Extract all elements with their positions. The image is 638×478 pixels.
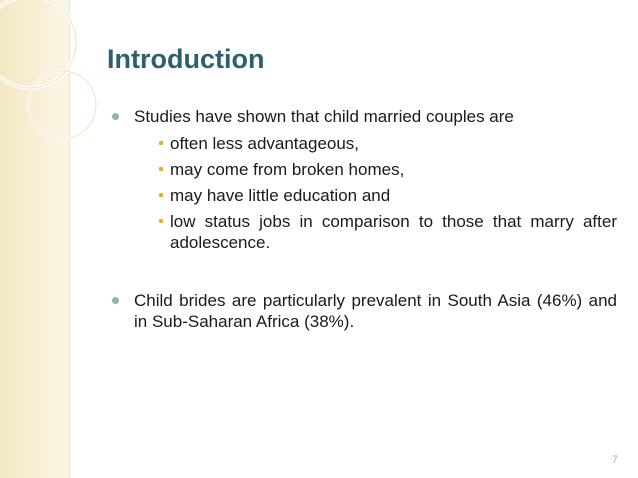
sub-bullet-text: may come from broken homes, — [170, 160, 405, 179]
sub-bullet-item — [134, 159, 617, 180]
bullet-dot-icon — [112, 297, 119, 304]
sub-bullet-list — [134, 133, 617, 253]
spacer — [112, 258, 617, 290]
side-band — [0, 0, 70, 478]
sub-bullet-text: may have little education and — [170, 186, 391, 205]
sub-bullet-text: low status jobs in comparison to those that marry after adolescence. — [170, 212, 617, 252]
bullet-item — [112, 290, 617, 332]
bullet-dot-icon — [112, 113, 119, 120]
slide-title: Introduction — [107, 44, 265, 74]
bullet-item — [112, 106, 617, 253]
sub-bullet-dot-icon — [159, 167, 163, 171]
page-number: 7 — [611, 454, 618, 466]
sub-bullet-dot-icon — [159, 193, 163, 197]
sub-bullet-dot-icon — [159, 141, 163, 145]
sub-bullet-item — [134, 133, 617, 154]
sub-bullet-item — [134, 185, 617, 206]
sub-bullet-text: often less advantageous, — [170, 134, 360, 153]
bullet-text: Child brides are particularly prevalent in South Asia (46%) and in Sub-Saharan Africa (38%). — [134, 291, 617, 331]
sub-bullet-dot-icon — [159, 219, 163, 223]
sub-bullet-item — [134, 211, 617, 253]
bullet-list — [112, 106, 617, 332]
bullet-text: Studies have shown that child married couples are — [134, 107, 514, 126]
